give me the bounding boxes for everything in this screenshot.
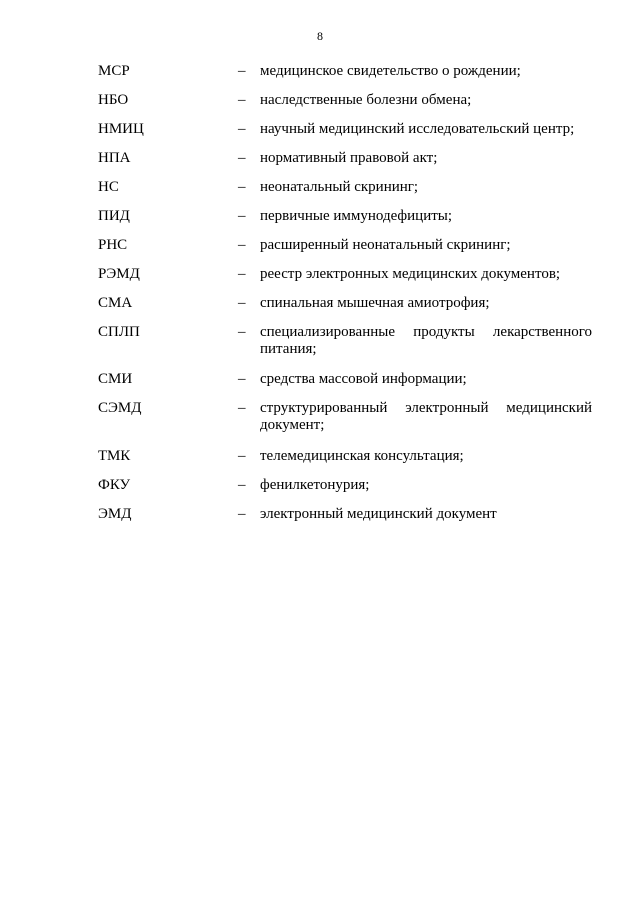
abbreviation-dash: – (238, 371, 246, 387)
abbreviation-term: СПЛП (98, 324, 140, 340)
abbreviation-dash: – (238, 237, 246, 253)
abbreviation-term: СЭМД (98, 400, 142, 416)
abbreviation-definition: специализированные продукты лекарственного питания; (260, 324, 592, 357)
abbreviation-term: ФКУ (98, 477, 131, 493)
abbreviation-dash: – (238, 400, 246, 416)
abbreviation-dash: – (238, 506, 246, 522)
abbreviation-definition: средства массовой информации; (260, 371, 467, 387)
abbreviation-dash: – (238, 179, 246, 195)
abbreviation-term: СМИ (98, 371, 133, 387)
abbreviation-definition: научный медицинский исследовательский центр; (260, 121, 575, 137)
abbreviation-dash: – (238, 92, 246, 108)
abbreviation-term: МСР (98, 63, 130, 79)
abbreviation-definition: наследственные болезни обмена; (260, 92, 472, 108)
abbreviation-definition: структурированный электронный медицинский документ; (260, 400, 592, 433)
abbreviation-term: НБО (98, 92, 129, 108)
abbreviation-term: НПА (98, 150, 131, 166)
abbreviation-dash: – (238, 266, 246, 282)
abbreviation-dash: – (238, 477, 246, 493)
abbreviation-term: ТМК (98, 448, 131, 464)
abbreviation-term: СМА (98, 295, 133, 311)
abbreviation-definition: неонатальный скрининг; (260, 179, 419, 195)
abbreviation-dash: – (238, 208, 246, 224)
abbreviation-term: НМИЦ (98, 121, 144, 137)
abbreviation-term: ЭМД (98, 506, 132, 522)
page-number: 8 (317, 29, 323, 43)
abbreviation-dash: – (238, 121, 246, 137)
abbreviation-definition: телемедицинская консультация; (260, 448, 464, 464)
abbreviation-dash: – (238, 295, 246, 311)
abbreviation-definition: первичные иммунодефициты; (260, 208, 453, 224)
abbreviation-term: РЭМД (98, 266, 140, 282)
abbreviation-term: РНС (98, 237, 128, 253)
abbreviation-definition: электронный медицинский документ (260, 506, 497, 522)
abbreviation-term: НС (98, 179, 119, 195)
abbreviation-definition: нормативный правовой акт; (260, 150, 438, 166)
abbreviation-definition: фенилкетонурия; (260, 477, 370, 493)
abbreviation-dash: – (238, 150, 246, 166)
abbreviation-definition: спинальная мышечная амиотрофия; (260, 295, 490, 311)
abbreviation-definition: реестр электронных медицинских документов; (260, 266, 561, 282)
abbreviation-definition: расширенный неонатальный скрининг; (260, 237, 511, 253)
abbreviation-dash: – (238, 63, 246, 79)
abbreviation-definition: медицинское свидетельство о рождении; (260, 63, 521, 79)
abbreviation-dash: – (238, 324, 246, 340)
abbreviation-dash: – (238, 448, 246, 464)
abbreviation-term: ПИД (98, 208, 130, 224)
